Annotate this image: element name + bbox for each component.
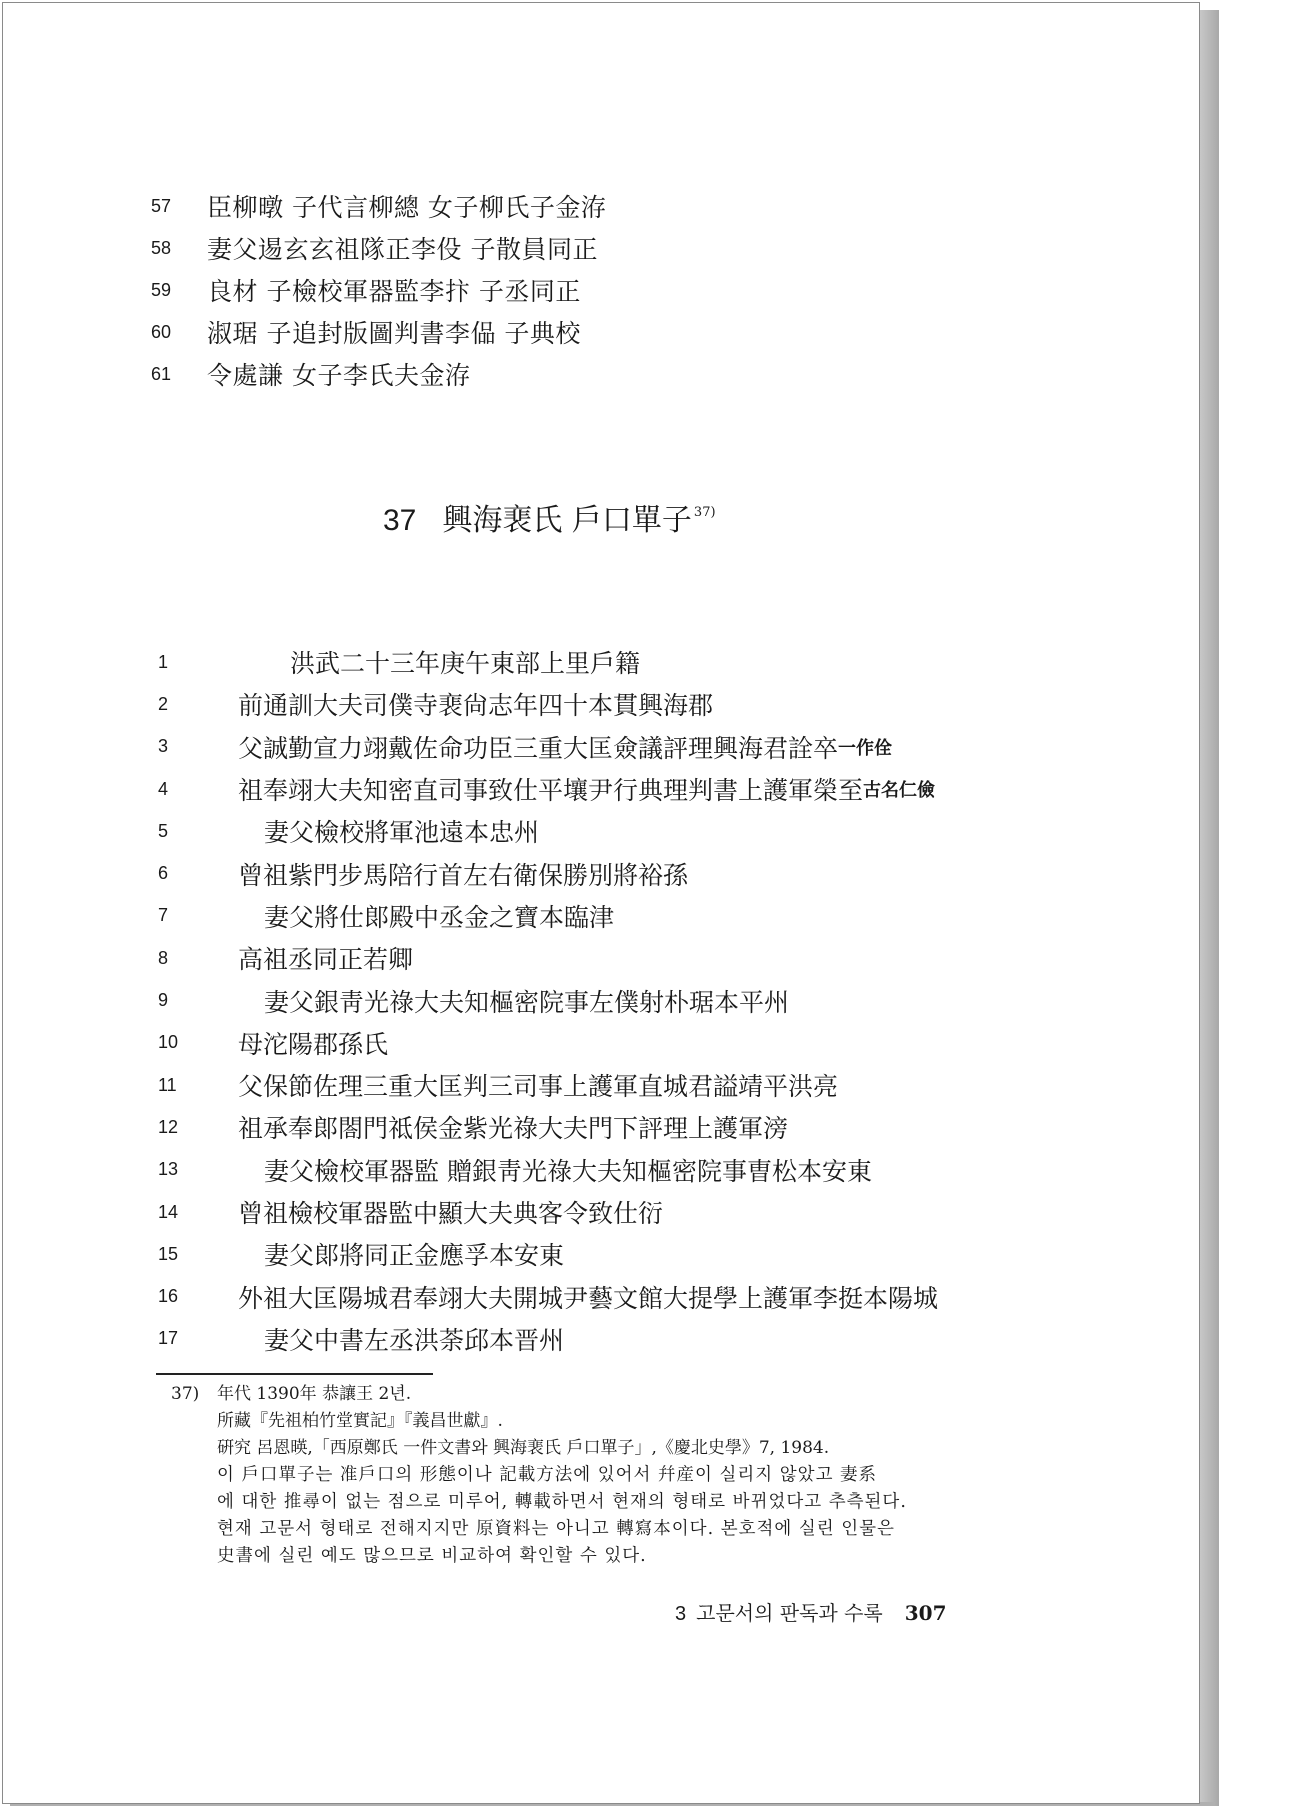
line-row: [158, 1318, 938, 1360]
line-text: 曾祖紫門步馬陪行首左右衛保勝別將裕孫: [238, 860, 689, 890]
line-text: 父保節佐理三重大匡判三司事上護軍直城君謚靖平洪亮: [238, 1072, 839, 1102]
line-row: [158, 852, 938, 894]
line-text: 妻父銀靑光祿大夫知樞密院事左僕射朴琚本平州: [264, 987, 790, 1017]
footnote-paragraph-line: 에 대한 推尋이 없는 점으로 미루어, 轉載하면서 현재의 형태로 바뀌었다고 추측된다.: [217, 1492, 907, 1512]
line-text: 曾祖檢校軍器監中顯大夫典客令致仕衍: [238, 1199, 664, 1228]
line-row: [158, 1191, 938, 1233]
line-number: 10: [158, 1032, 179, 1053]
line-number: 3: [158, 736, 169, 757]
page-number: 307: [904, 1601, 947, 1625]
continued-lines: [151, 185, 606, 395]
line-row: [158, 937, 938, 979]
section-title-text: 興海裵氏 戶口單子: [442, 503, 692, 538]
footnote-divider: [156, 1373, 433, 1375]
section-title: [383, 495, 716, 539]
line-text: 妻父檢校軍器監 贈銀靑光祿大夫知樞密院事曺松本安東: [264, 1156, 872, 1186]
footnote-paragraph-line: 현재 고문서 형태로 전해지지만 原資料는 아니고 轉寫本이다. 본호적에 실린 인물은: [217, 1519, 895, 1539]
line-number: 1: [158, 651, 169, 672]
line-number: 2: [158, 693, 169, 714]
line-row: [158, 768, 938, 810]
line-text: 母沱陽郡孫氏: [238, 1029, 389, 1059]
line-text: 父誠勤宣力翊戴佐命功臣三重大匡僉議評理興海君詮卒: [238, 733, 839, 763]
footnote-reference: 37): [693, 505, 716, 520]
line-row: [151, 311, 606, 353]
line-row: [158, 641, 938, 683]
interlinear-note: 一作佺: [838, 737, 893, 759]
footnote-block: [171, 1381, 1041, 1570]
line-number: 15: [158, 1243, 179, 1264]
line-number: 59: [151, 279, 172, 300]
line-number: 58: [151, 237, 172, 258]
footnote-line: 所藏『先祖柏竹堂實記』『義昌世獻』.: [217, 1411, 503, 1431]
document-page: [2, 2, 1200, 1804]
line-number: 9: [158, 990, 169, 1011]
line-row: [158, 1106, 938, 1148]
line-number: 11: [158, 1074, 177, 1095]
running-footer: [675, 1597, 946, 1626]
line-text: 高祖丞同正若卿: [238, 945, 414, 975]
footnote-label: 37): [171, 1384, 200, 1404]
line-text: 令處謙 女子李氏夫金洊: [207, 361, 471, 390]
line-row: [158, 1064, 938, 1106]
footer-section-number: 3: [675, 1603, 687, 1625]
household-register-lines: [158, 641, 938, 1360]
footnote-line: [171, 1381, 1041, 1408]
section-number: 37: [383, 504, 417, 537]
line-row: [151, 185, 606, 227]
line-number: 8: [158, 947, 169, 968]
line-number: 57: [151, 195, 172, 216]
line-number: 61: [151, 363, 172, 384]
footnote-paragraph-line: 史書에 실린 예도 많으므로 비교하여 확인할 수 있다.: [217, 1546, 647, 1566]
line-number: 17: [158, 1328, 179, 1349]
line-row: [158, 1233, 938, 1275]
line-text: 祖承奉郞閤門祗侯金紫光祿大夫門下評理上護軍滂: [238, 1114, 789, 1144]
line-row: [158, 1022, 938, 1064]
footer-title: 고문서의 판독과 수록: [696, 1601, 883, 1625]
line-number: 5: [158, 820, 169, 841]
line-number: 12: [158, 1116, 179, 1137]
interlinear-note: 古名仁儉: [863, 780, 936, 802]
line-row: [158, 810, 938, 852]
footnote-paragraph-line: 이 戶口單子는 准戶口의 形態이나 記載方法에 있어서 幷産이 실리지 않았고 妻系: [217, 1465, 878, 1485]
line-number: 16: [158, 1286, 179, 1307]
line-row: [158, 979, 938, 1021]
line-text: 淑琚 子追封版圖判書李偘 子典校: [207, 319, 581, 348]
line-text: 前通訓大夫司僕寺裵尙志年四十本貫興海郡: [238, 691, 714, 721]
line-number: 6: [158, 863, 169, 884]
line-text: 妻父中書左丞洪荼邱本晋州: [264, 1325, 565, 1355]
line-row: [158, 1149, 938, 1191]
line-text: 良材 子檢校軍器監李抃 子丞同正: [207, 277, 581, 306]
line-row: [158, 683, 938, 725]
line-text: 洪武二十三年庚午東部上里戶籍: [290, 649, 641, 679]
line-text: 妻父郞將同正金應孚本安東: [264, 1241, 565, 1271]
line-row: [151, 353, 606, 395]
line-number: 60: [151, 321, 172, 342]
footnote-line: 硏究 呂恩暎,「西原鄭氏 一件文書와 興海裵氏 戶口單子」,《慶北史學》7, 1984.: [217, 1438, 830, 1458]
line-row: [151, 269, 606, 311]
line-row: [158, 1275, 938, 1317]
line-row: [151, 227, 606, 269]
line-text: 祖奉翊大夫知密直司事致仕平壤尹行典理判書上護軍榮至: [238, 776, 864, 806]
line-number: 4: [158, 778, 169, 799]
line-text: 妻父檢校將軍池遠本忠州: [264, 818, 540, 848]
footnote-text: 年代 1390年 恭讓王 2년.: [217, 1384, 412, 1404]
line-number: 7: [158, 905, 169, 926]
page-edge-shadow: [1199, 10, 1219, 1806]
line-number: 14: [158, 1201, 179, 1222]
line-text: 臣柳暾 子代言柳總 女子柳氏子金洊: [207, 193, 607, 222]
line-text: 妻父將仕郞殿中丞金之寶本臨津: [264, 902, 615, 932]
line-row: [158, 726, 938, 768]
line-number: 13: [158, 1159, 179, 1180]
line-text: 妻父逷玄玄祖隊正李伇 子散員同正: [207, 235, 598, 264]
line-row: [158, 895, 938, 937]
line-text: 外祖大匡陽城君奉翊大夫開城尹藝文館大提學上護軍李挺本陽城: [238, 1283, 939, 1313]
